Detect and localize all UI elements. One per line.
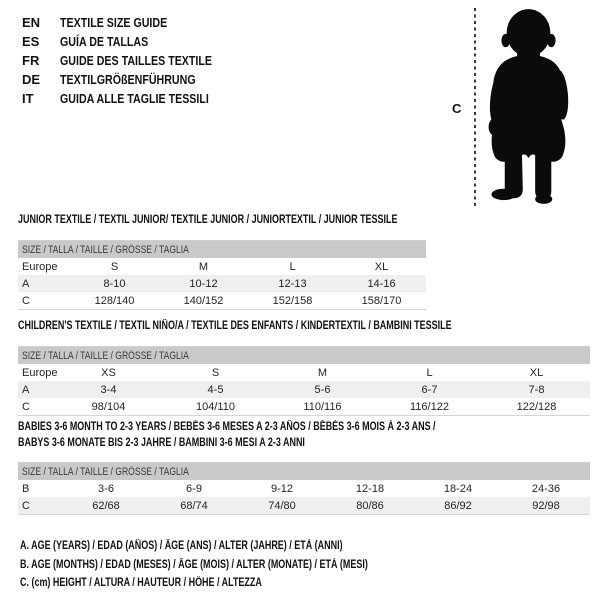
language-label: TEXTILE SIZE GUIDE: [60, 15, 168, 30]
size-header-bar: SIZE / TALLA / TAILLE / GRÖSSE / TAGLIA: [18, 241, 426, 259]
table-cell: 80/86: [356, 499, 384, 512]
baby-silhouette-svg: [481, 7, 576, 207]
language-code: ES: [22, 34, 40, 49]
table-cell: 4-5: [207, 383, 224, 396]
table-cell: 12-18: [355, 482, 385, 495]
table-cell: XL: [529, 366, 544, 379]
footnote-a: A. AGE (YEARS) / EDAD (AÑOS) / ÂGE (ANS) / ALTER (JAHRE) / ETÀ (ANNI): [20, 540, 343, 552]
height-measure-dashed-line: [474, 8, 476, 206]
footnote-c: C. (cm) HEIGHT / ALTURA / HAUTEUR / HÖHE / ALTEZZA: [20, 577, 262, 589]
table-cell: 68/74: [180, 499, 208, 512]
table-cell: 12-13: [278, 277, 307, 290]
table-cell: 98/104: [91, 400, 126, 413]
table-cell: M: [317, 366, 328, 379]
language-code: IT: [22, 91, 34, 106]
footnote-legend: [20, 537, 466, 593]
table-cell: S: [211, 366, 220, 379]
table-cell: 3-4: [100, 383, 117, 396]
table-cell: C: [22, 400, 30, 413]
table-cell: B: [22, 482, 30, 495]
language-row: [22, 32, 245, 51]
table-row: [18, 292, 426, 310]
size-header-row: [18, 463, 590, 481]
language-code: FR: [22, 53, 40, 68]
table-cell: Europe: [22, 260, 58, 273]
table-cell: 6-7: [421, 383, 438, 396]
table-row: [18, 364, 590, 381]
table-row: [18, 381, 590, 398]
table-cell: 9-12: [270, 482, 294, 495]
language-code: DE: [22, 72, 41, 87]
table-cell: 86/92: [444, 499, 472, 512]
table-cell: 3-6: [98, 482, 114, 495]
language-label: GUÍA DE TALLAS: [60, 34, 149, 49]
table-cell: 128/140: [94, 294, 135, 307]
size-header-bar: SIZE / TALLA / TAILLE / GRÖSSE / TAGLIA: [18, 347, 590, 365]
baby-silhouette-icon: [481, 7, 576, 212]
table-cell: M: [198, 260, 209, 273]
table-cell: XS: [101, 366, 116, 379]
table-cell: 8-10: [103, 277, 126, 290]
table-cell: C: [22, 499, 30, 512]
table-row: [18, 258, 426, 275]
size-header-row: [18, 241, 426, 259]
height-measure-label: C: [452, 101, 462, 116]
table-cell: 158/170: [361, 294, 402, 307]
table-cell: Europe: [22, 366, 58, 379]
table-cell: 92/98: [532, 499, 560, 512]
table-cell: 7-8: [528, 383, 545, 396]
table-cell: 24-36: [531, 482, 561, 495]
size-header-row: [18, 347, 590, 365]
table-cell: 6-9: [186, 482, 202, 495]
babies-size-table: [18, 462, 590, 515]
table-cell: S: [110, 260, 119, 273]
table-cell: A: [22, 383, 30, 396]
table-row: [18, 497, 590, 515]
table-row: [18, 398, 590, 416]
table-cell: 140/152: [183, 294, 224, 307]
language-row: [22, 51, 245, 70]
table-cell: A: [22, 277, 30, 290]
junior-table-title: JUNIOR TEXTILE / TEXTIL JUNIOR/ TEXTILE JUNIOR / JUNIORTEXTIL / JUNIOR TESSILE: [18, 214, 398, 226]
language-title-list: [22, 13, 245, 108]
junior-size-table: [18, 240, 426, 310]
baby-silhouette-shapes: [487, 9, 570, 204]
language-row: [22, 13, 245, 32]
language-label: TEXTILGRÖßENFÜHRUNG: [60, 72, 196, 87]
size-header-bar: SIZE / TALLA / TAILLE / GRÖSSE / TAGLIA: [18, 463, 590, 481]
footnote-b: B. AGE (MONTHS) / EDAD (MESES) / ÂGE (MOIS) / ALTER (MONATE) / ETÀ (MESI): [20, 558, 368, 571]
table-cell: C: [22, 294, 30, 307]
children-size-table: [18, 346, 590, 416]
table-cell: 152/158: [272, 294, 313, 307]
table-cell: 122/128: [516, 400, 557, 413]
table-cell: L: [289, 260, 296, 273]
table-cell: 110/116: [303, 400, 342, 413]
table-cell: 116/122: [410, 400, 449, 413]
children-table-title: CHILDREN'S TEXTILE / TEXTIL NIÑO/A / TEXTILE DES ENFANTS / KINDERTEXTIL / BAMBINI TESSILE: [18, 320, 452, 332]
table-cell: 62/68: [92, 499, 120, 512]
table-cell: 5-6: [314, 383, 331, 396]
language-row: [22, 70, 245, 89]
table-cell: 74/80: [268, 499, 296, 512]
table-cell: 14-16: [367, 277, 396, 290]
language-row: [22, 89, 245, 108]
table-cell: 18-24: [443, 482, 473, 495]
table-cell: 104/110: [196, 400, 235, 413]
table-row: [18, 480, 590, 497]
table-cell: L: [426, 366, 433, 379]
language-label: GUIDA ALLE TAGLIE TESSILI: [60, 91, 209, 106]
language-label: GUIDE DES TAILLES TEXTILE: [60, 53, 213, 68]
table-cell: 10-12: [189, 277, 218, 290]
table-cell: XL: [374, 260, 389, 273]
babies-table-title: BABIES 3-6 MONTH TO 2-3 YEARS / BEBÉS 3-6 MESES A 2-3 AÑOS / BÉBÉS 3-6 MOIS À 2-3 ANS / BABYS 3-6 MONATE BIS 2-3 JAHRE / BAMBINI 3-6 MESI A 2-3 ANNI: [18, 421, 436, 449]
language-code: EN: [22, 15, 41, 30]
table-row: [18, 275, 426, 292]
